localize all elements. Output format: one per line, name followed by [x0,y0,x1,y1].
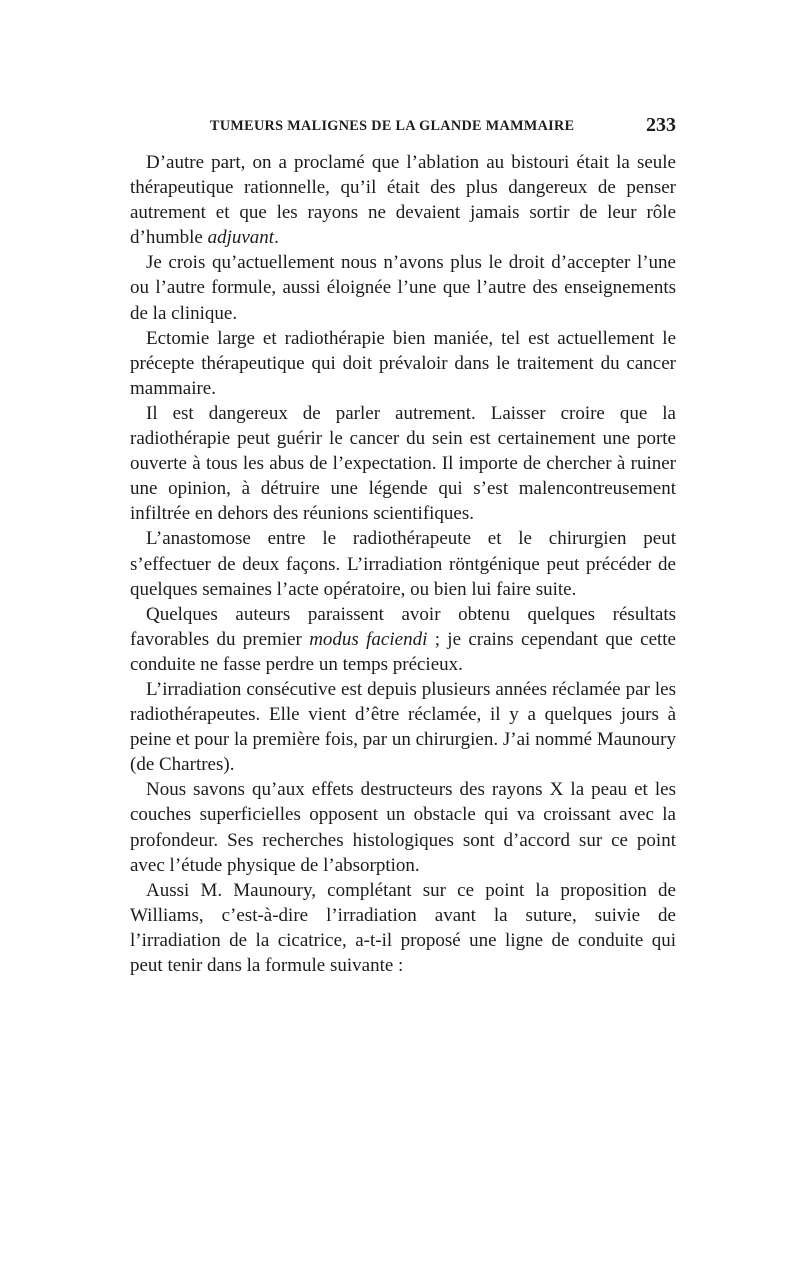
paragraph [130,777,676,877]
body-text [130,150,676,978]
paragraph [130,250,676,325]
paragraph-text: L’anastomose entre le radiothérapeute et le chirurgien peut s’effectuer de deux façons. L’irradiation röntgénique peut précéder de quelques semaines l’acte opératoire, ou bien lui faire suite. [130,528,676,600]
running-title: TUMEURS MALIGNES DE LA GLANDE MAMMAIRE [210,118,575,134]
paragraph [130,150,676,250]
paragraph-text: L’irradiation consécutive est depuis plusieurs années réclamée par les radiothérapeutes. Elle vient d’être réclamée, il y a quelques jours à peine et pour la première fois, par un chirurgien. J’ai nommé Maunoury (de Chartres). [130,678,676,776]
book-page [130,0,676,1262]
paragraph-text-end: . [274,227,279,249]
paragraph-italic-text: adjuvant [207,227,275,249]
paragraph [130,677,676,777]
running-header [130,114,676,140]
paragraph-text: Quelques auteurs paraissent avoir obtenu quelques résultats favorables du premier [130,603,676,650]
paragraph-text: Il est dangereux de parler autrement. Laisser croire que la radiothérapie peut guérir le cancer du sein est certainement une porte ouverte à tous les abus de l’expectation. Il importe de chercher à ruiner une opinion, à détruire une légende qui s’est malencontreusement infiltrée en dehors des réunions scientifiques. [130,402,676,525]
paragraph-text: Ectomie large et radiothérapie bien maniée, tel est actuellement le précepte thérapeutique qui doit prévaloir dans le traitement du cancer mammaire. [130,327,676,399]
paragraph [130,401,676,526]
paragraph-italic-text: modus faciendi [309,628,428,650]
paragraph [130,326,676,401]
paragraph-text: Je crois qu’actuellement nous n’avons plus le droit d’accepter l’une ou l’autre formule, aussi éloignée l’une que l’autre des enseignements de la clinique. [130,252,676,324]
paragraph [130,526,676,601]
page-number: 233 [646,114,676,136]
paragraph [130,602,676,677]
paragraph-text: Nous savons qu’aux effets destructeurs des rayons X la peau et les couches superficielles opposent un obstacle qui va croissant avec la profondeur. Ses recherches histologiques sont d’accord sur ce point avec l’étude physique de l’absorption. [130,779,676,876]
paragraph [130,878,676,978]
paragraph-text: D’autre part, on a proclamé que l’ablation au bistouri était la seule thérapeutique rationnelle, qu’il était des plus dangereux de penser autrement et que les rayons ne devaient jamais sortir de leur rôle d’humble [130,152,676,249]
paragraph-text-end: ; je crains cependant que cette conduite ne fasse perdre un temps précieux. [130,628,676,675]
paragraph-text: Aussi M. Maunoury, complétant sur ce point la proposition de Williams, c’est-à-dire l’irradiation avant la suture, suivie de l’irradiation de la cicatrice, a-t-il proposé une ligne de conduite qui peut tenir dans la formule suivante : [130,879,676,976]
